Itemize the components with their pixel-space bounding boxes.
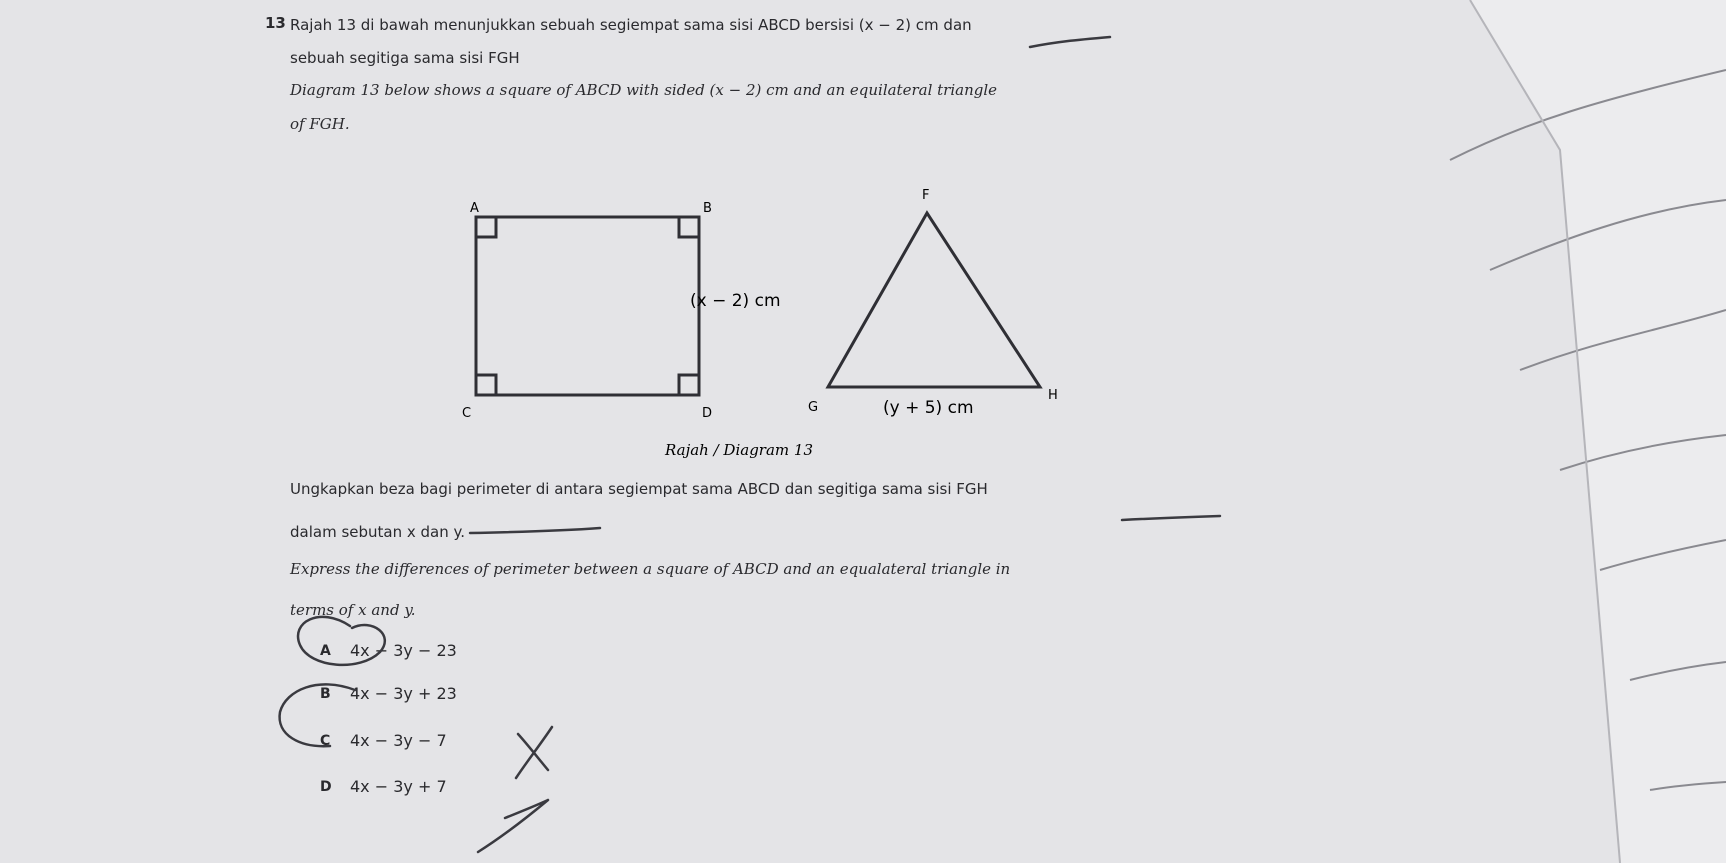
option-d-text[interactable]: 4x − 3y + 7 (350, 777, 447, 796)
underline-mark-right (1122, 516, 1220, 520)
square-side-label: (x − 2) cm (690, 291, 781, 311)
cross-mark-option-c (516, 727, 552, 778)
option-d-letter[interactable]: D (320, 779, 332, 795)
prompt-english-line-1: Express the differences of perimeter between a square of ABCD and an equalateral triangle in (290, 560, 1011, 578)
prompt-malay-line-1: Ungkapkan beza bagi perimeter di antara segiempat sama ABCD dan segitiga sama sisi FGH (290, 480, 988, 498)
vertex-label-f: F (922, 188, 930, 203)
triangle-base-label: (y + 5) cm (883, 398, 974, 418)
circle-mark-option-a (298, 617, 385, 665)
vertex-label-a: A (470, 201, 479, 216)
prompt-malay-line-2: dalam sebutan x dan y. (290, 523, 466, 541)
intro-malay-line-1: Rajah 13 di bawah menunjukkan sebuah segiempat sama sisi ABCD bersisi (x − 2) cm dan (290, 16, 972, 34)
question-number: 13 (265, 14, 286, 32)
vertex-label-d: D (702, 406, 713, 421)
option-c-text[interactable]: 4x − 3y − 7 (350, 731, 447, 750)
underline-mark-top (1030, 37, 1110, 47)
cross-mark-option-d (478, 800, 548, 852)
intro-english-line-1: Diagram 13 below shows a square of ABCD with sided (x − 2) cm and an equilateral triangle (290, 81, 998, 99)
intro-english-line-2: of FGH. (290, 115, 350, 133)
option-a-letter[interactable]: A (320, 643, 331, 659)
option-b-letter[interactable]: B (320, 686, 331, 702)
vertex-label-c: C (462, 406, 472, 421)
option-b-text[interactable]: 4x − 3y + 23 (350, 684, 457, 703)
vertex-label-g: G (808, 400, 819, 415)
vertex-label-h: H (1048, 388, 1058, 403)
underline-mark-left (470, 528, 600, 533)
circle-mark-option-b (280, 684, 355, 746)
vertex-label-b: B (703, 201, 712, 216)
option-c-letter[interactable]: C (320, 733, 331, 749)
intro-malay-line-2: sebuah segitiga sama sisi FGH (290, 49, 520, 67)
prompt-english-line-2: terms of x and y. (290, 601, 416, 619)
diagram-caption: Rajah / Diagram 13 (665, 441, 813, 459)
option-a-text[interactable]: 4x − 3y − 23 (350, 641, 457, 660)
